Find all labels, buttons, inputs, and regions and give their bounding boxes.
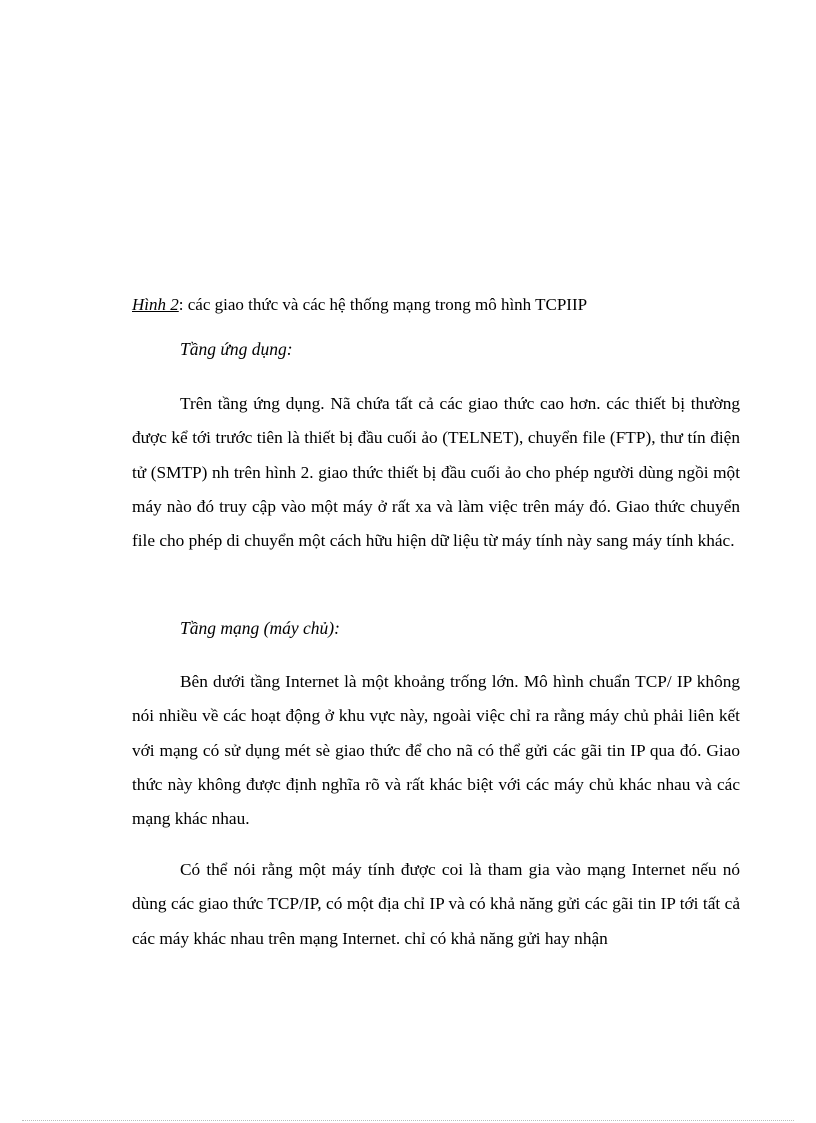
section-heading-application-layer: Tầng ứng dụng: [180, 339, 293, 359]
page-bottom-rule [22, 1120, 794, 1121]
figure-caption-text: các giao thức và các hệ thống mạng trong mô hình TCPIIP [183, 295, 588, 314]
paragraph-application-layer: Trên tầng ứng dụng. Nã chứa tất cả các giao thức cao hơn. các thiết bị thường được kể tới trước tiên là thiết bị đầu cuối ảo (TELNET), chuyển file (FTP), thư tín điện tử (SMTP) nh trên hình 2. giao thức thiết bị đầu cuối ảo cho phép người dùng ngồi một máy nào đó truy cập vào một máy ở rất xa và làm việc trên máy đó. Giao thức chuyển file cho phép di chuyển một cách hữu hiện dữ liệu từ máy tính này sang máy tính khác. [132, 394, 740, 551]
figure-caption [132, 294, 587, 316]
section-heading-network-layer: Tầng mạng (máy chủ): [180, 618, 340, 638]
figure-caption-separator: : [178, 295, 184, 314]
paragraph-network-layer-1: Bên dưới tầng Internet là một khoảng trống lớn. Mô hình chuẩn TCP/ IP không nói nhiều về các hoạt động ở khu vực này, ngoài việc chỉ ra rằng máy chủ phải liên kết với mạng có sử dụng mét sè giao thức để cho nã có thể gửi các gãi tin IP qua đó. Giao thức này không được định nghĩa rõ và rất khác biệt với các máy chủ khác nhau và các mạng khác nhau. [132, 672, 740, 829]
figure-label: Hình 2 [132, 295, 179, 314]
paragraph-network-layer-2: Có thể nói rằng một máy tính được coi là tham gia vào mạng Internet nếu nó dùng các giao thức TCP/IP, có một địa chỉ IP và có khả năng gửi các gãi tin IP tới tất cả các máy khác nhau trên mạng Internet. chỉ có khả năng gửi hay nhận [132, 860, 740, 948]
